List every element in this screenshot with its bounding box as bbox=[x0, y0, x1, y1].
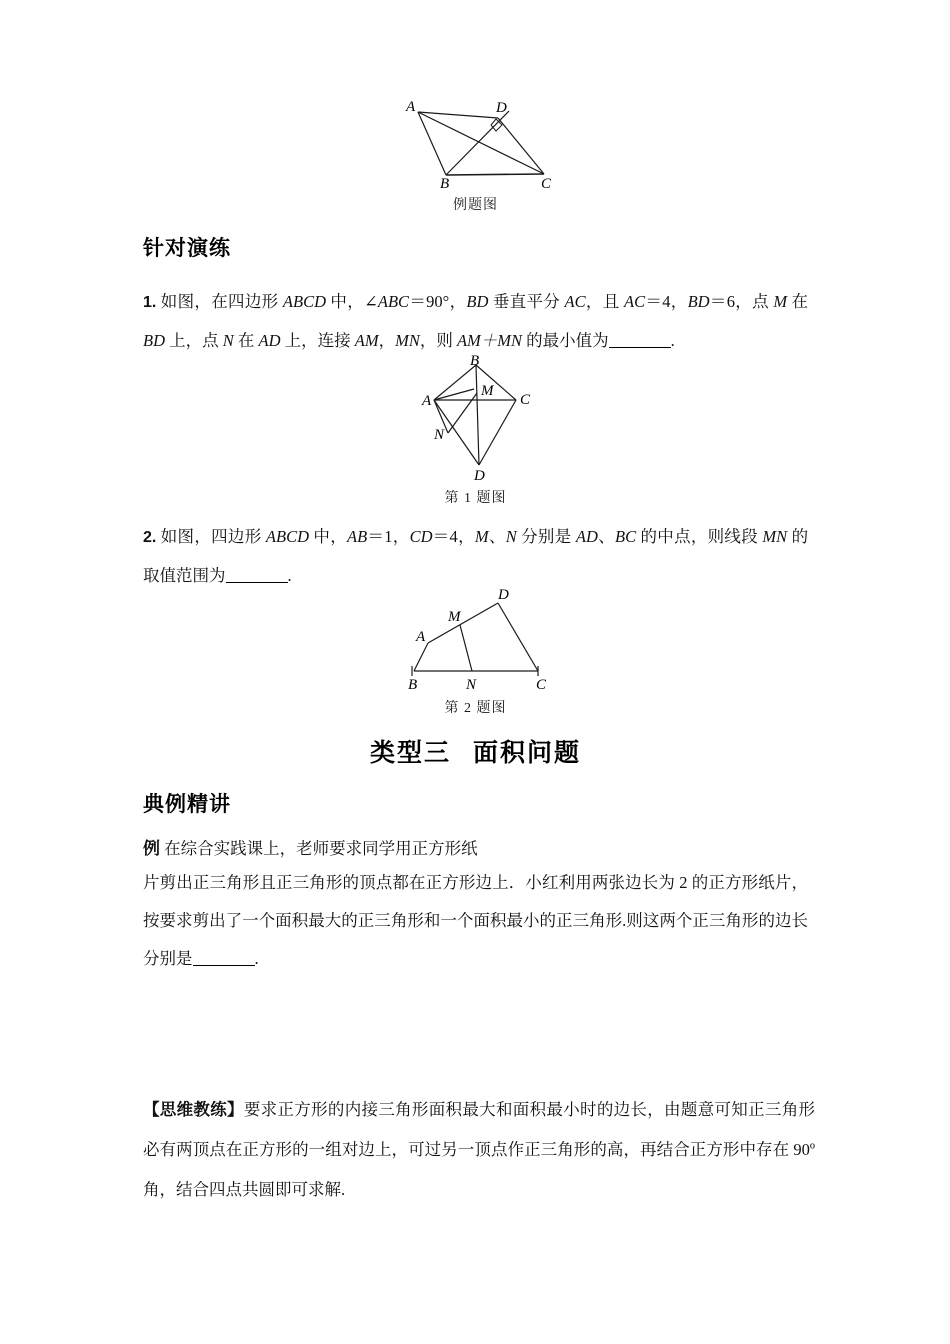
example-problem-line1-text: 在综合实践课上，老师要求同学用正方形纸 bbox=[164, 839, 478, 858]
figure-q2-label-A: A bbox=[415, 629, 425, 645]
figure-q1-drawing bbox=[386, 355, 566, 483]
figure-q1-label-B: B bbox=[469, 355, 479, 369]
figure-q1-label-M: M bbox=[480, 383, 493, 399]
thinking-coach-tag: 【思维教练】 bbox=[143, 1101, 244, 1119]
example-problem-body-text: 片剪出正三角形且正三角形的顶点都在正方形边上．小红利用两张边长为 2 的正方形纸片，按要求剪出了一个面积最大的正三角形和一个面积最小的正三角形.则这两个正三角形的边长分别是 bbox=[143, 873, 808, 968]
figure-q2-label-M: M bbox=[447, 609, 460, 625]
example-marker: 例 bbox=[143, 839, 160, 858]
question-1: 1. 如图，在四边形 ABCD 中，∠ABC＝90°，BD 垂直平分 AC，且 AC＝4，BD＝6，点 M 在 BD 上，点 N 在 AD 上，连接 AM，MN，则 AM＋MN 的最小值为 . bbox=[143, 292, 809, 350]
thinking-coach-block bbox=[143, 1090, 815, 1210]
figure-example-label-A: A bbox=[405, 99, 415, 115]
section-heading-example: 典例精讲 bbox=[143, 793, 231, 816]
figure-q2-label-D: D bbox=[497, 587, 509, 603]
type-heading bbox=[143, 733, 808, 769]
figure-q1-caption: 第 1 题图 bbox=[444, 491, 507, 506]
figure-q1-label-A: A bbox=[421, 393, 431, 409]
figure-example-label-C: C bbox=[540, 176, 551, 190]
figure-q2-drawing bbox=[386, 583, 566, 693]
figure-example-caption: 例题图 bbox=[453, 198, 498, 213]
figure-q2-label-N: N bbox=[465, 677, 476, 693]
figure-q1 bbox=[143, 355, 808, 507]
figure-example-label-D: D bbox=[495, 100, 507, 116]
figure-q2-caption: 第 2 题图 bbox=[444, 701, 507, 716]
thinking-coach-text: 要求正方形的内接三角形面积最大和面积最小时的边长，由题意可知正三角形必有两顶点在正方形的一组对边上，可过另一顶点作正三角形的高，再结合正方形中存在 90º 角，结合四点共圆即可求解. bbox=[143, 1100, 816, 1199]
figure-q2-label-C: C bbox=[535, 677, 546, 693]
question-2-text: 如图，四边形 bbox=[160, 527, 266, 546]
example-problem-line1 bbox=[143, 830, 808, 868]
figure-q1-label-C: C bbox=[519, 392, 530, 408]
figure-example bbox=[143, 98, 808, 214]
type-heading-title: 面积问题 bbox=[473, 739, 582, 767]
example-period: . bbox=[254, 949, 259, 968]
question-1-period: . bbox=[670, 331, 675, 350]
question-2-period: . bbox=[287, 566, 292, 585]
question-1-answer-blank[interactable] bbox=[609, 347, 671, 348]
question-2-number: 2. bbox=[143, 529, 157, 546]
example-problem-body bbox=[143, 864, 808, 978]
figure-q2 bbox=[143, 583, 808, 717]
question-1-text: 如图，在四边形 bbox=[160, 292, 283, 311]
figure-example-label-B: B bbox=[439, 176, 449, 190]
type-heading-label: 类型三 bbox=[369, 739, 451, 767]
section-heading-practice: 针对演练 bbox=[143, 237, 231, 260]
figure-q1-label-D: D bbox=[473, 468, 485, 483]
question-2: 2. 如图，四边形 ABCD 中，AB＝1，CD＝4，M、N 分别是 AD、BC 的中点，则线段 MN 的取值范围为 . bbox=[143, 527, 809, 585]
figure-q1-label-N: N bbox=[433, 427, 444, 443]
question-1-number: 1. bbox=[143, 294, 157, 311]
figure-q2-label-B: B bbox=[407, 677, 417, 693]
example-answer-blank[interactable] bbox=[193, 965, 255, 966]
figure-example-drawing bbox=[376, 98, 576, 190]
